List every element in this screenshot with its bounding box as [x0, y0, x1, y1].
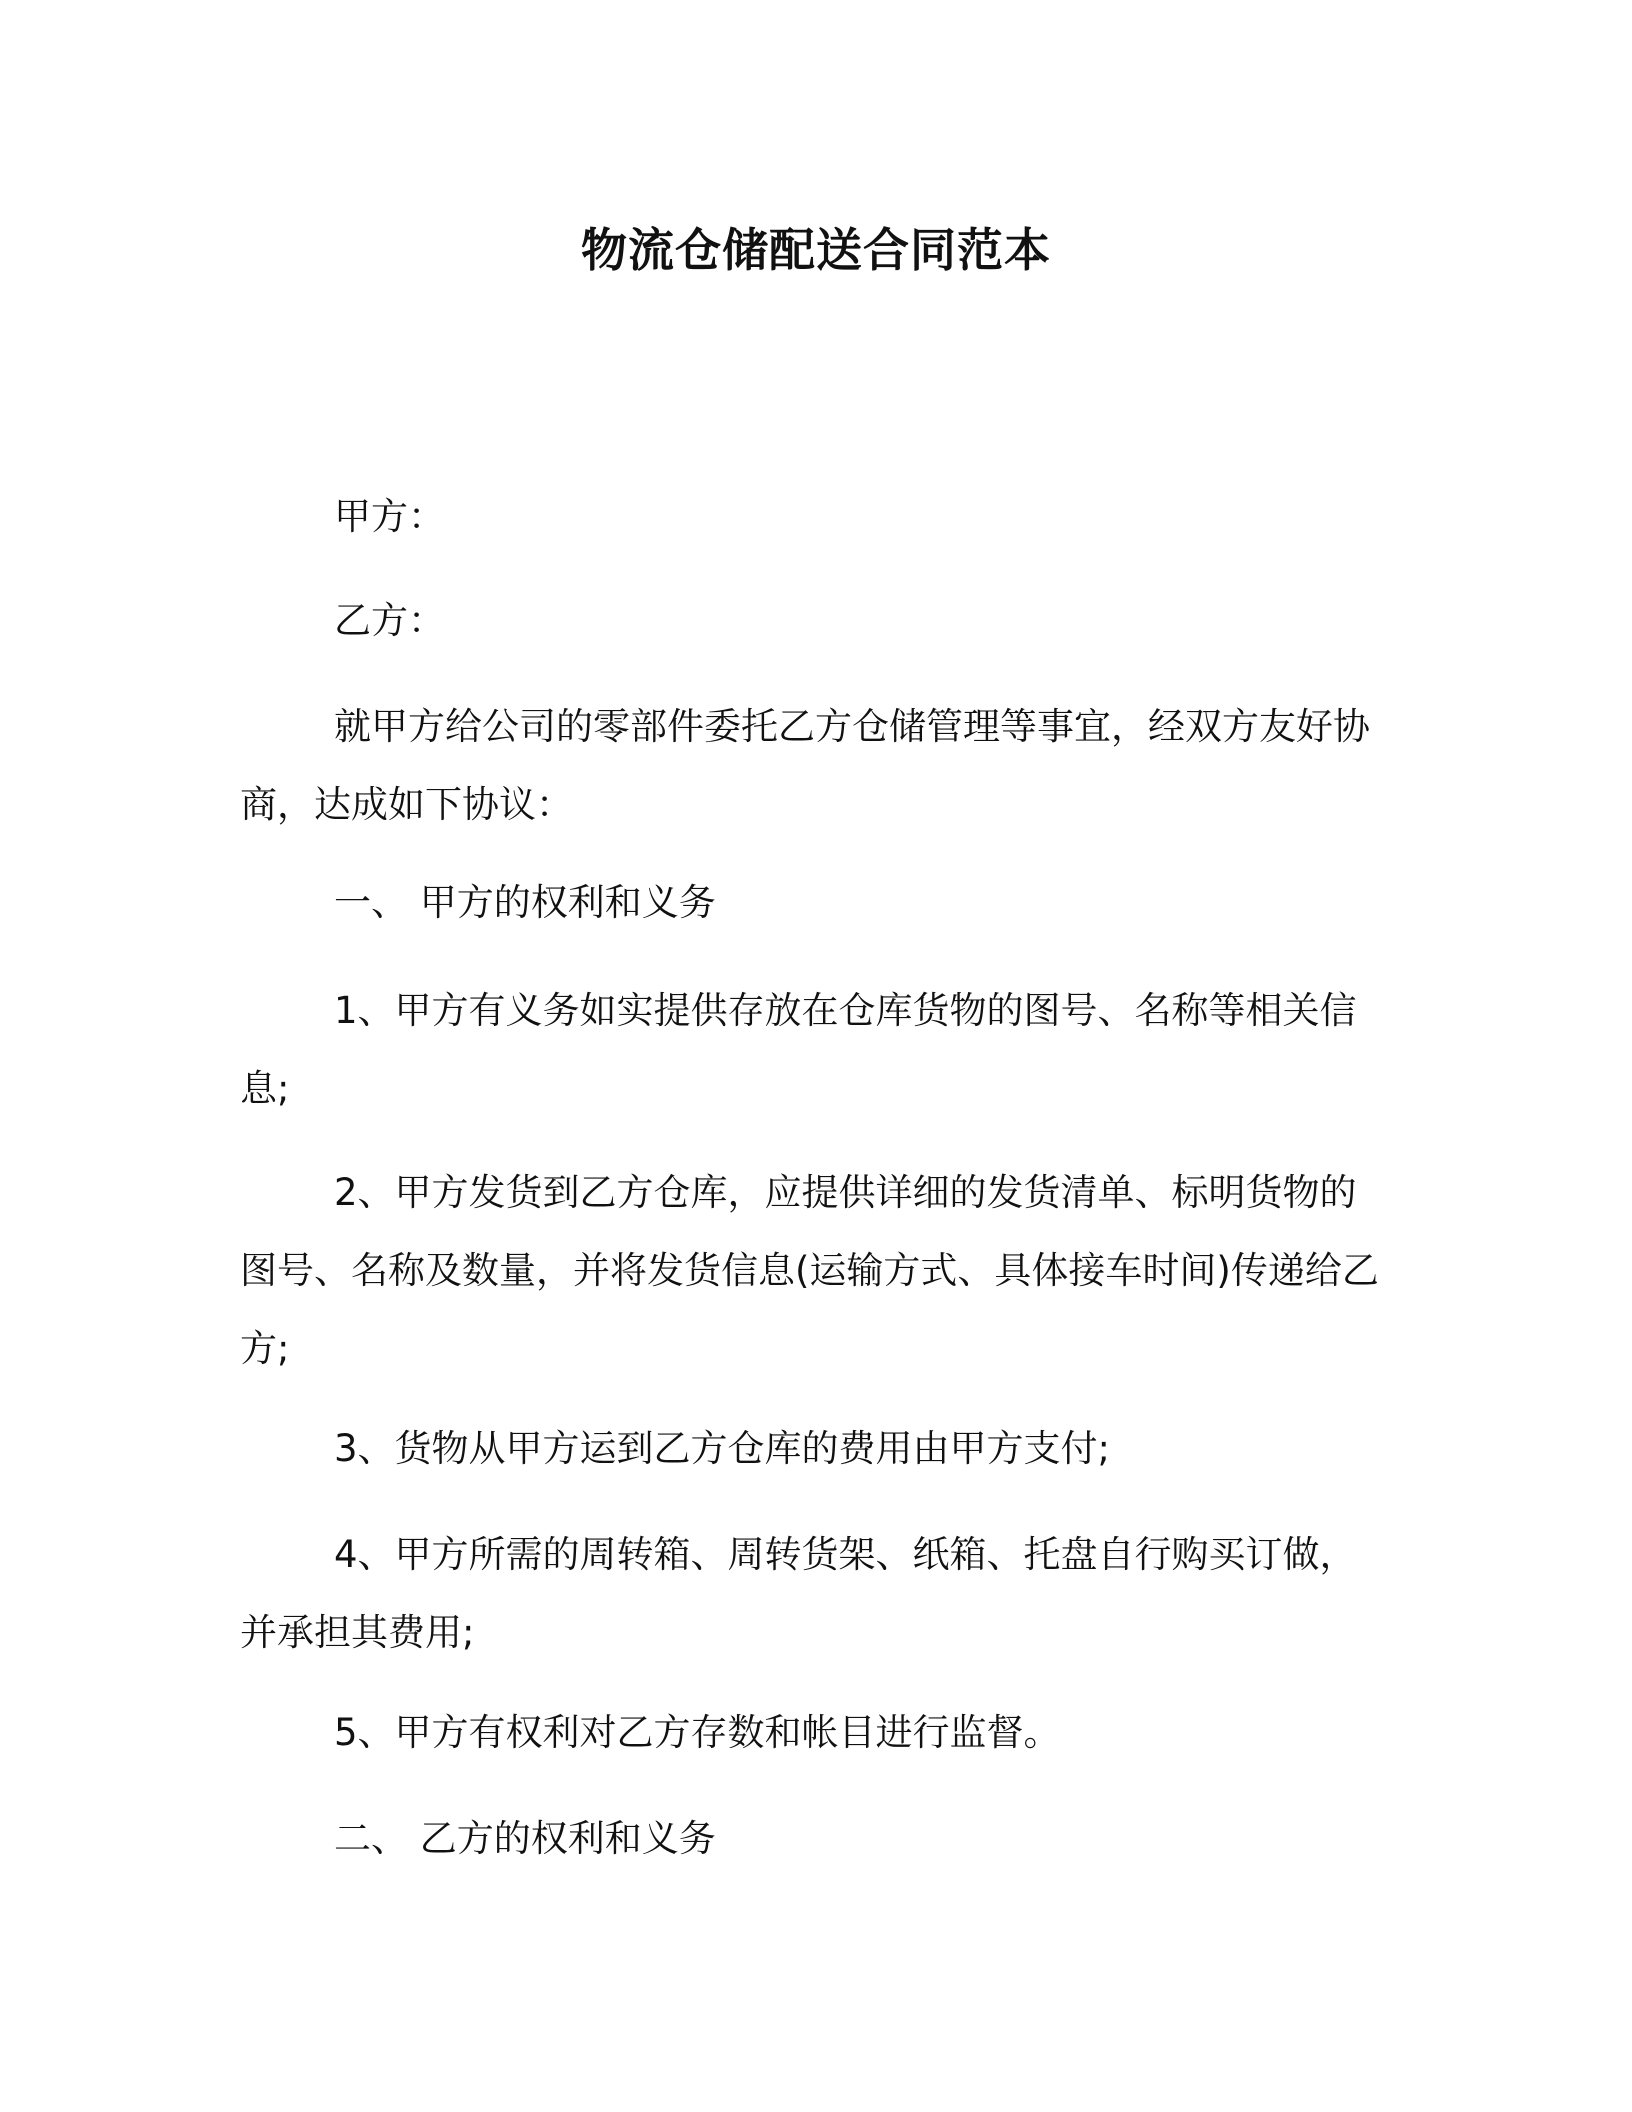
preamble-paragraph — [240, 688, 1390, 844]
text-line: 4、甲方所需的周转箱、周转货架、纸箱、托盘自行购买订做， — [334, 1533, 1357, 1576]
text-line: 二、 乙方的权利和义务 — [334, 1817, 716, 1860]
clause-1-3 — [240, 1410, 1390, 1488]
section-2-heading — [240, 1800, 1390, 1878]
clause-1-2 — [240, 1154, 1390, 1388]
section-1-heading — [240, 864, 1390, 942]
text-line: 图号、名称及数量，并将发货信息(运输方式、具体接车时间)传递给乙 — [240, 1249, 1379, 1292]
party-b-line — [240, 582, 1390, 660]
text-line: 就甲方给公司的零部件委托乙方仓储管理等事宜，经双方友好协 — [334, 705, 1370, 748]
text-line: 5、甲方有权利对乙方存数和帐目进行监督。 — [334, 1711, 1061, 1754]
clause-1-4 — [240, 1516, 1390, 1672]
text-line: 乙方： — [334, 599, 445, 642]
text-line: 甲方： — [334, 495, 445, 538]
party-a-line — [240, 478, 1390, 556]
text-line: 并承担其费用; — [240, 1611, 475, 1654]
clause-1-1 — [240, 972, 1390, 1128]
text-line: 3、货物从甲方运到乙方仓库的费用由甲方支付; — [334, 1427, 1111, 1470]
clause-1-5 — [240, 1694, 1390, 1772]
text-line: 商，达成如下协议： — [240, 783, 573, 826]
text-line: 2、甲方发货到乙方仓库，应提供详细的发货清单、标明货物的 — [334, 1171, 1357, 1214]
text-line: 一、 甲方的权利和义务 — [334, 881, 716, 924]
text-line: 方; — [240, 1327, 290, 1370]
document-title: 物流仓储配送合同范本 — [581, 223, 1051, 277]
text-line: 息; — [240, 1067, 290, 1110]
text-line: 1、甲方有义务如实提供存放在仓库货物的图号、名称等相关信 — [334, 989, 1357, 1032]
